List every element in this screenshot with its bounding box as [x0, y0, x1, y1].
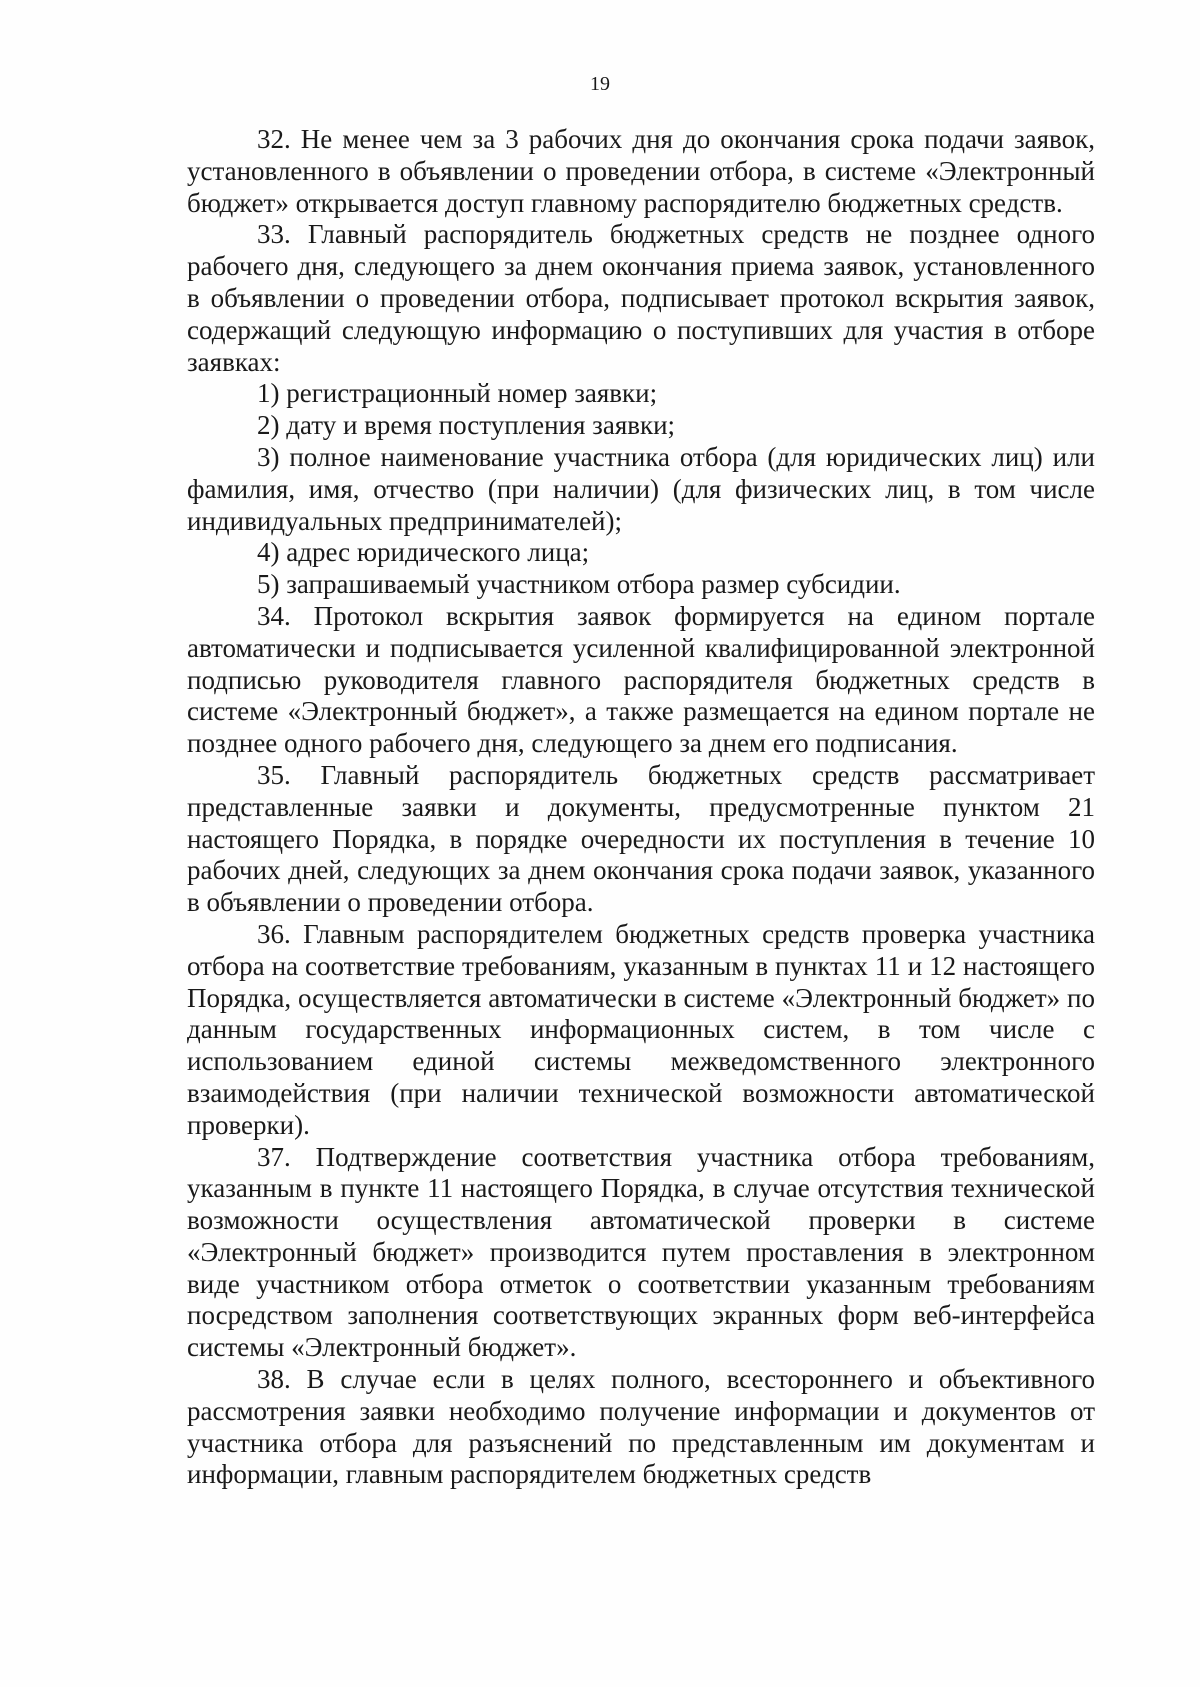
list-item-5: 5) запрашиваемый участником отбора размер субсидии. [257, 569, 901, 600]
list-item-4: 4) адрес юридического лица; [257, 537, 590, 568]
paragraph-34: 34. Протокол вскрытия заявок формируется на едином портале автоматически и подписывается усиленной квалифицированной электронной подписью руководителя главного распорядителя бюджетных средств в системе «Электронный бюджет», а также размещается на едином портале не позднее одного рабочего дня, следующего за днем его подписания. [187, 600, 1095, 759]
document-body [187, 124, 1095, 1491]
list-item-2: 2) дату и время поступления заявки; [257, 410, 676, 441]
paragraph-32: 32. Не менее чем за 3 рабочих дня до окончания срока подачи заявок, установленного в объявлении о проведении отбора, в системе «Электронный бюджет» открывается доступ главному распорядителю бюджетных средств. [187, 124, 1095, 218]
paragraph-35: 35. Главный распорядитель бюджетных средств рассматривает представленные заявки и документы, предусмотренные пунктом 21 настоящего Порядка, в порядке очередности их поступления в течение 10 рабочих дней, следующих за днем окончания срока подачи заявок, указанного в объявлении о проведении отбора. [187, 759, 1095, 918]
paragraph-38: 38. В случае если в целях полного, всестороннего и объективного рассмотрения заявки необходимо получение информации и документов от участника отбора для разъяснений по представленным им документам и информации, главным распорядителем бюджетных средств [187, 1364, 1095, 1490]
list-item-3: 3) полное наименование участника отбора (для юридических лиц) или фамилия, имя, отчество (при наличии) (для физических лиц, в том числе индивидуальных предпринимателей); [187, 441, 1095, 536]
paragraph-33: 33. Главный распорядитель бюджетных средств не позднее одного рабочего дня, следующего за днем окончания приема заявок, установленного в объявлении о проведении отбора, подписывает протокол вскрытия заявок, содержащий следующую информацию о поступивших для участия в отборе заявках: [187, 219, 1095, 377]
paragraph-36: 36. Главным распорядителем бюджетных средств проверка участника отбора на соответствие требованиям, указанным в пунктах 11 и 12 настоящего Порядка, осуществляется автоматически в системе «Электронный бюджет» по данным государственных информационных систем, в том числе с использованием единой системы межведомственного электронного взаимодействия (при наличии технической возможности автоматической проверки). [187, 918, 1095, 1140]
paragraph-37: 37. Подтверждение соответствия участника отбора требованиям, указанным в пункте 11 настоящего Порядка, в случае отсутствия технической возможности осуществления автоматической проверки в системе «Электронный бюджет» производится путем проставления в электронном виде участником отбора отметок о соответствии указанным требованиям посредством заполнения соответствующих экранных форм веб-интерфейса системы «Электронный бюджет». [187, 1141, 1095, 1363]
page-number: 19 [590, 73, 610, 95]
list-item-1: 1) регистрационный номер заявки; [257, 378, 658, 409]
